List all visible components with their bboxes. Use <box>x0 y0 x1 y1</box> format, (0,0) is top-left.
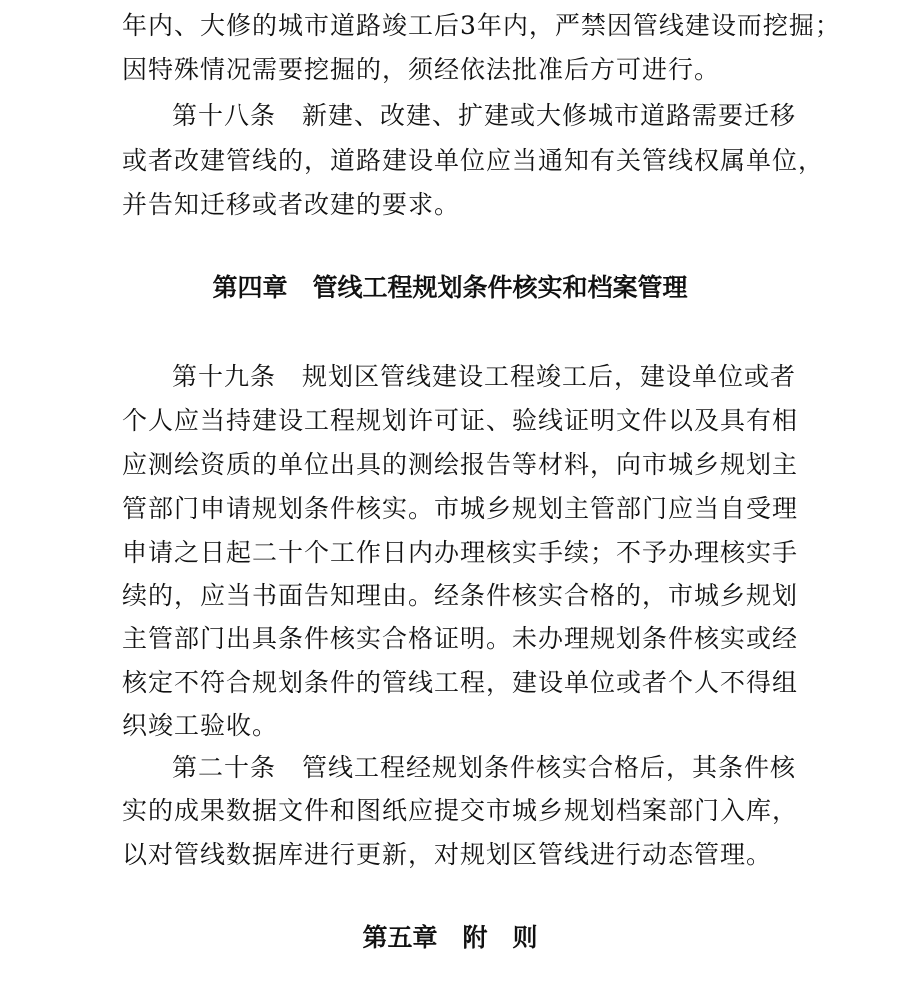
article-19-line: 管部门申请规划条件核实。市城乡规划主管部门应当自受理 <box>122 494 799 523</box>
article-19-line: 主管部门出具条件核实合格证明。未办理规划条件核实或经 <box>122 624 799 653</box>
article-19-line: 第十九条 规划区管线建设工程竣工后，建设单位或者 <box>172 362 797 391</box>
chapter-5-heading: 第五章 附 则 <box>362 923 538 952</box>
paragraph-line: 年内、大修的城市道路竣工后3年内，严禁因管线建设而挖掘； <box>122 11 841 40</box>
article-20-line: 实的成果数据文件和图纸应提交市城乡规划档案部门入库， <box>122 796 799 825</box>
article-19-line: 续的，应当书面告知理由。经条件核实合格的，市城乡规划 <box>122 581 799 610</box>
article-18-line: 或者改建管线的，道路建设单位应当通知有关管线权属单位， <box>122 146 825 175</box>
article-19-line: 个人应当持建设工程规划许可证、验线证明文件以及具有相 <box>122 406 799 435</box>
article-18-line: 并告知迁移或者改建的要求。 <box>122 190 461 219</box>
article-19-line: 核定不符合规划条件的管线工程，建设单位或者个人不得组 <box>122 668 799 697</box>
article-20-line: 第二十条 管线工程经规划条件核实合格后，其条件核 <box>172 753 797 782</box>
article-19-line: 应测绘资质的单位出具的测绘报告等材料，向市城乡规划主 <box>122 450 799 479</box>
chapter-4-heading: 第四章 管线工程规划条件核实和档案管理 <box>212 273 688 302</box>
article-19-line: 申请之日起二十个工作日内办理核实手续；不予办理核实手 <box>122 538 799 567</box>
article-19-line: 织竣工验收。 <box>122 711 279 740</box>
article-20-line: 以对管线数据库进行更新，对规划区管线进行动态管理。 <box>122 840 773 869</box>
paragraph-line: 因特殊情况需要挖掘的，须经依法批准后方可进行。 <box>122 55 721 84</box>
article-18-line: 第十八条 新建、改建、扩建或大修城市道路需要迁移 <box>172 101 797 130</box>
